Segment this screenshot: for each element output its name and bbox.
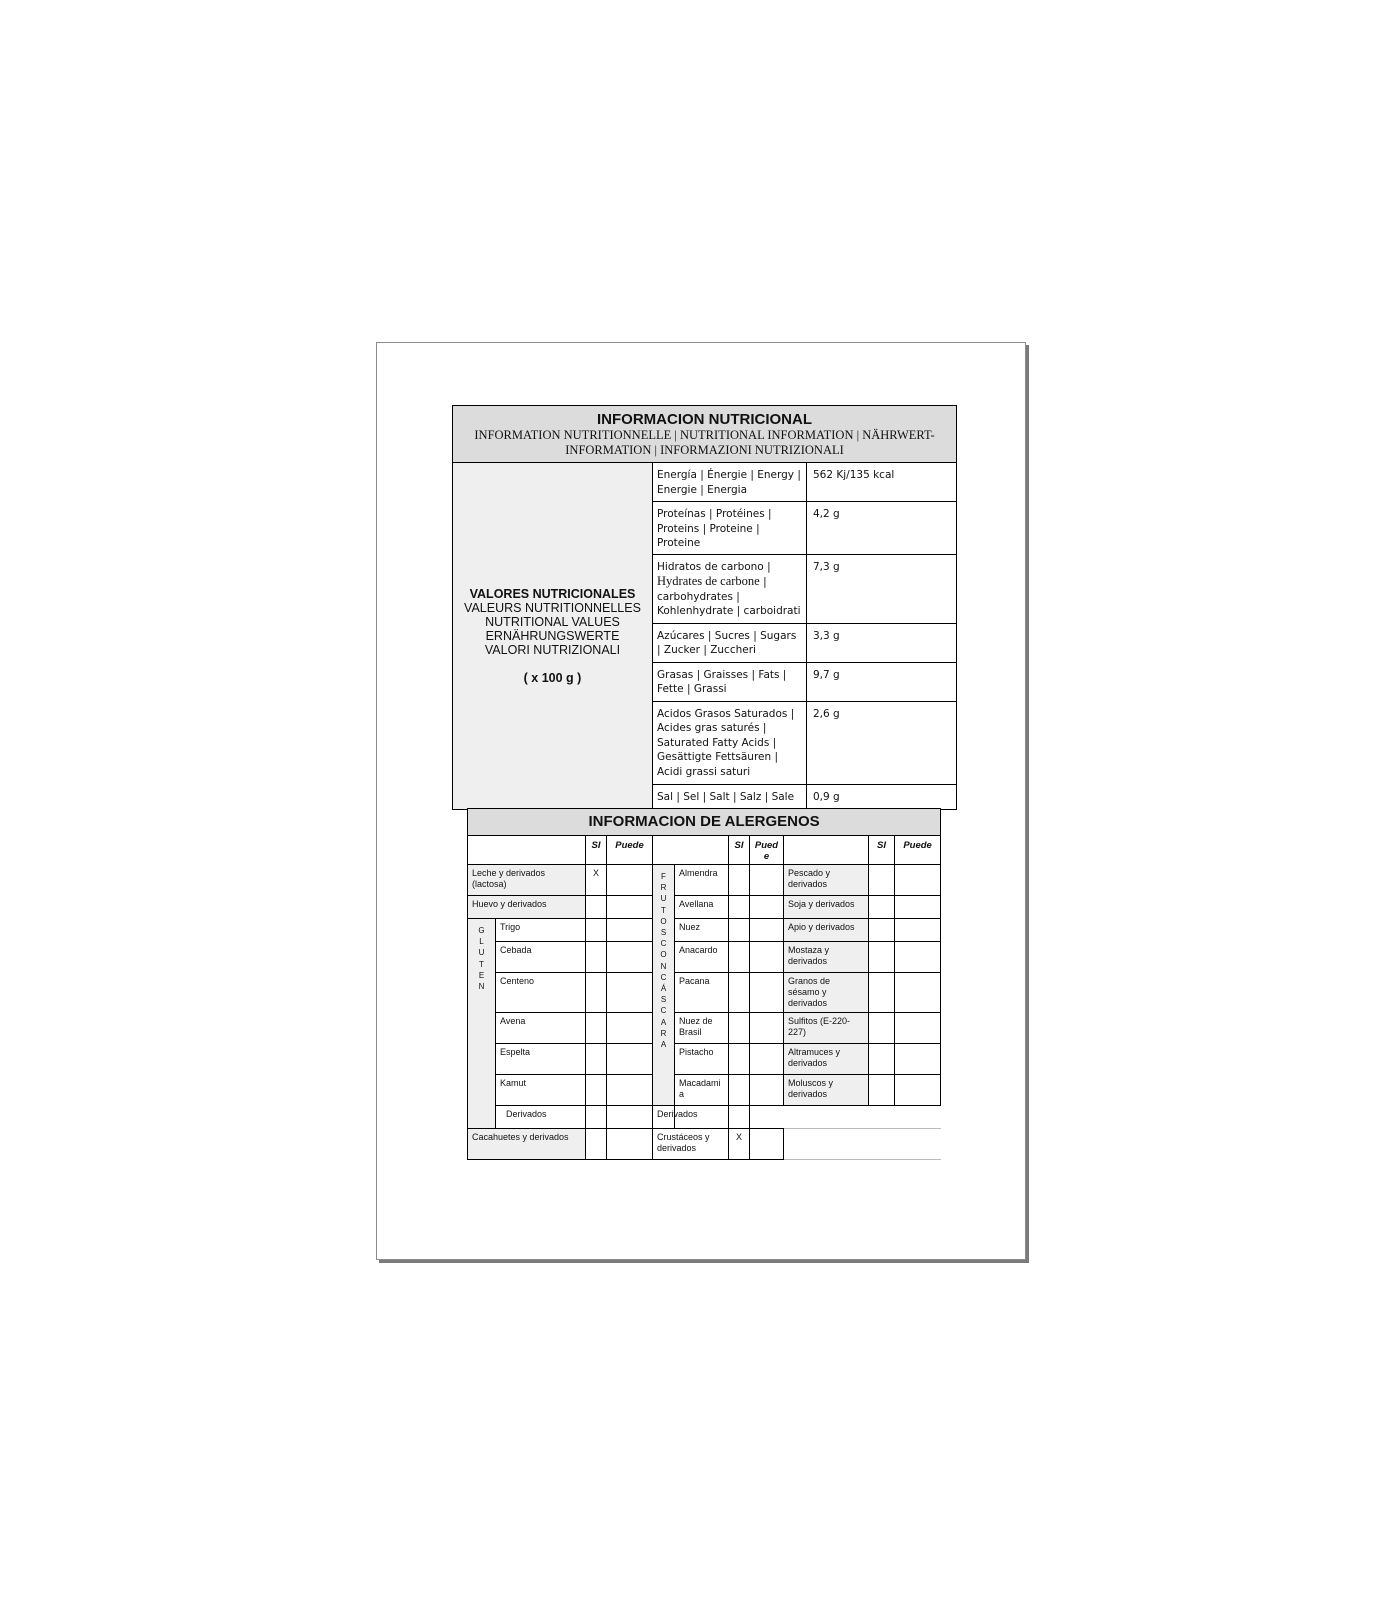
nutrient-value-energy: 562 Kj/135 kcal: [807, 463, 957, 502]
carb-label-part-b: Hydrates de carbone: [657, 574, 760, 588]
frutos-item-avellana: Avellana: [675, 896, 729, 919]
nuez-puede: [750, 919, 784, 942]
leche-si-mark: X: [586, 865, 607, 896]
pistacho-puede: [750, 1044, 784, 1075]
leche-puede: [607, 865, 653, 896]
frutos-item-nuez: Nuez: [675, 919, 729, 942]
nutrition-subtitle: INFORMATION NUTRITIONNELLE | NUTRITIONAL INFORMATION | NÄHRWERT-INFORMATION | INFORMAZIONI NUTRIZIONALI: [474, 428, 935, 457]
nutrient-value-carbohydrates: 7,3 g: [807, 554, 957, 623]
nutrient-label-fats: Grasas | Graisses | Fats | Fette | Grassi: [653, 662, 807, 701]
nutrient-label-carbohydrates: [653, 554, 807, 623]
allergen-crustaceos: Crustáceos y derivados: [653, 1129, 729, 1160]
frutos-item-derivados: Derivados: [653, 1106, 675, 1129]
nutrient-value-protein: 4,2 g: [807, 502, 957, 555]
right-item-sesamo: Granos de sésamo y derivados: [784, 973, 869, 1013]
apio-si: [869, 919, 895, 942]
gluten-derivados-puede: [607, 1106, 653, 1129]
nutrient-label-protein: Proteínas | Protéines | Proteins | Proteine | Proteine: [653, 502, 807, 555]
espelta-puede: [607, 1044, 653, 1075]
soja-puede: [895, 896, 941, 919]
anacardo-puede: [750, 942, 784, 973]
allergen-cacahuetes: Cacahuetes y derivados: [468, 1129, 586, 1160]
frutos-vertical-label: [653, 865, 675, 1106]
sulfitos-si: [869, 1013, 895, 1044]
trigo-puede: [607, 919, 653, 942]
apio-puede: [895, 919, 941, 942]
avena-si: [586, 1013, 607, 1044]
soja-si: [869, 896, 895, 919]
pacana-puede: [750, 973, 784, 1013]
huevo-puede: [607, 896, 653, 919]
right-item-pescado: Pescado y derivados: [784, 865, 869, 896]
almendra-si: [729, 865, 750, 896]
right-item-altramuces: Altramuces y derivados: [784, 1044, 869, 1075]
nutrient-value-saturated: 2,6 g: [807, 701, 957, 784]
gluten-item-avena: Avena: [496, 1013, 586, 1044]
pacana-si: [729, 973, 750, 1013]
right-item-sulfitos: Sulfitos (E-220-227): [784, 1013, 869, 1044]
centeno-si: [586, 973, 607, 1013]
nutrition-header: [453, 406, 957, 463]
header-blank-3: [784, 836, 869, 865]
espelta-si: [586, 1044, 607, 1075]
right-item-apio: Apio y derivados: [784, 919, 869, 942]
sesamo-si: [869, 973, 895, 1013]
nutrition-title: INFORMACION NUTRICIONAL: [597, 411, 812, 428]
frutos-derivados-puede: [729, 1106, 750, 1129]
altramuces-si: [869, 1044, 895, 1075]
values-subtitle-en: NUTRITIONAL VALUES: [485, 614, 620, 629]
avellana-si: [729, 896, 750, 919]
carb-label-part-c: | carbohydrates | Kohlenhydrate | carboidrati: [657, 576, 801, 617]
allergen-table: [467, 808, 941, 1160]
frutos-item-anacardo: Anacardo: [675, 942, 729, 973]
col-si-2: SI: [729, 836, 750, 865]
per-100g: ( x 100 g ): [523, 670, 582, 685]
gluten-item-cebada: Cebada: [496, 942, 586, 973]
nutrient-label-salt: Sal | Sel | Salt | Salz | Sale: [653, 784, 807, 809]
values-subtitle-it: VALORI NUTRIZIONALI: [484, 642, 621, 657]
frutos-label-text: FRUTOSCONCÁSCARA: [660, 872, 667, 1050]
frutos-item-almendra: Almendra: [675, 865, 729, 896]
gluten-item-derivados: Derivados: [496, 1106, 586, 1129]
huevo-si: [586, 896, 607, 919]
frutos-item-nuez-brasil: Nuez de Brasil: [675, 1013, 729, 1044]
avena-puede: [607, 1013, 653, 1044]
allergen-title: INFORMACION DE ALERGENOS: [468, 809, 941, 836]
right-item-soja: Soja y derivados: [784, 896, 869, 919]
sesamo-puede: [895, 973, 941, 1013]
col-puede-2: Pued e: [750, 836, 784, 865]
header-blank-1: [468, 836, 586, 865]
gluten-item-kamut: Kamut: [496, 1075, 586, 1106]
macadamia-si: [729, 1075, 750, 1106]
pescado-si: [869, 865, 895, 896]
pistacho-si: [729, 1044, 750, 1075]
almendra-puede: [750, 865, 784, 896]
gluten-label-text: GLUTEN: [478, 926, 485, 992]
col-si-1: SI: [586, 836, 607, 865]
nuez-brasil-si: [729, 1013, 750, 1044]
moluscos-si: [869, 1075, 895, 1106]
cacahuetes-puede: [607, 1129, 653, 1160]
nuez-brasil-puede: [750, 1013, 784, 1044]
trigo-si: [586, 919, 607, 942]
altramuces-puede: [895, 1044, 941, 1075]
gluten-item-espelta: Espelta: [496, 1044, 586, 1075]
pescado-puede: [895, 865, 941, 896]
nutrient-value-salt: 0,9 g: [807, 784, 957, 809]
crustaceos-puede: [750, 1129, 784, 1160]
gluten-item-centeno: Centeno: [496, 973, 586, 1013]
nutrition-table: [452, 405, 957, 810]
col-puede-1: Puede: [607, 836, 653, 865]
allergen-leche: Leche y derivados (lactosa): [468, 865, 586, 896]
nutritional-values-cell: [453, 463, 653, 810]
empty-right-area: [750, 1106, 895, 1129]
avellana-puede: [750, 896, 784, 919]
values-title: VALORES NUTRICIONALES: [469, 586, 636, 601]
col-puede-3: Puede: [895, 836, 941, 865]
gluten-item-trigo: Trigo: [496, 919, 586, 942]
right-item-moluscos: Moluscos y derivados: [784, 1075, 869, 1106]
crustaceos-si-mark: X: [729, 1129, 750, 1160]
gluten-derivados-si: [586, 1106, 607, 1129]
empty-bottom-right: [784, 1129, 941, 1160]
nuez-si: [729, 919, 750, 942]
document-page: [376, 342, 1026, 1260]
centeno-puede: [607, 973, 653, 1013]
kamut-puede: [607, 1075, 653, 1106]
kamut-si: [586, 1075, 607, 1106]
moluscos-puede: [895, 1075, 941, 1106]
cacahuetes-si: [586, 1129, 607, 1160]
allergen-huevo: Huevo y derivados: [468, 896, 586, 919]
values-subtitle-fr: VALEURS NUTRITIONNELLES: [464, 600, 641, 615]
gluten-vertical-label: [468, 919, 496, 1129]
right-item-mostaza: Mostaza y derivados: [784, 942, 869, 973]
mostaza-puede: [895, 942, 941, 973]
macadamia-puede: [750, 1075, 784, 1106]
frutos-item-pistacho: Pistacho: [675, 1044, 729, 1075]
carb-label-part-a: Hidratos de carbono |: [657, 560, 771, 573]
nutrient-label-sugars: Azúcares | Sucres | Sugars | Zucker | Zuccheri: [653, 623, 807, 662]
values-subtitle-de: ERNÄHRUNGSWERTE: [485, 628, 620, 643]
cebada-si: [586, 942, 607, 973]
header-blank-2: [653, 836, 729, 865]
frutos-item-pacana: Pacana: [675, 973, 729, 1013]
frutos-item-macadamia: Macadamia: [675, 1075, 729, 1106]
nutrient-label-energy: Energía | Énergie | Energy | Energie | Energia: [653, 463, 807, 502]
mostaza-si: [869, 942, 895, 973]
col-si-3: SI: [869, 836, 895, 865]
anacardo-si: [729, 942, 750, 973]
cebada-puede: [607, 942, 653, 973]
nutrient-value-fats: 9,7 g: [807, 662, 957, 701]
sulfitos-puede: [895, 1013, 941, 1044]
nutrient-label-saturated: Acidos Grasos Saturados | Acides gras saturés | Saturated Fatty Acids | Gesättigte Fettsäuren | Acidi grassi saturi: [653, 701, 807, 784]
nutrient-value-sugars: 3,3 g: [807, 623, 957, 662]
